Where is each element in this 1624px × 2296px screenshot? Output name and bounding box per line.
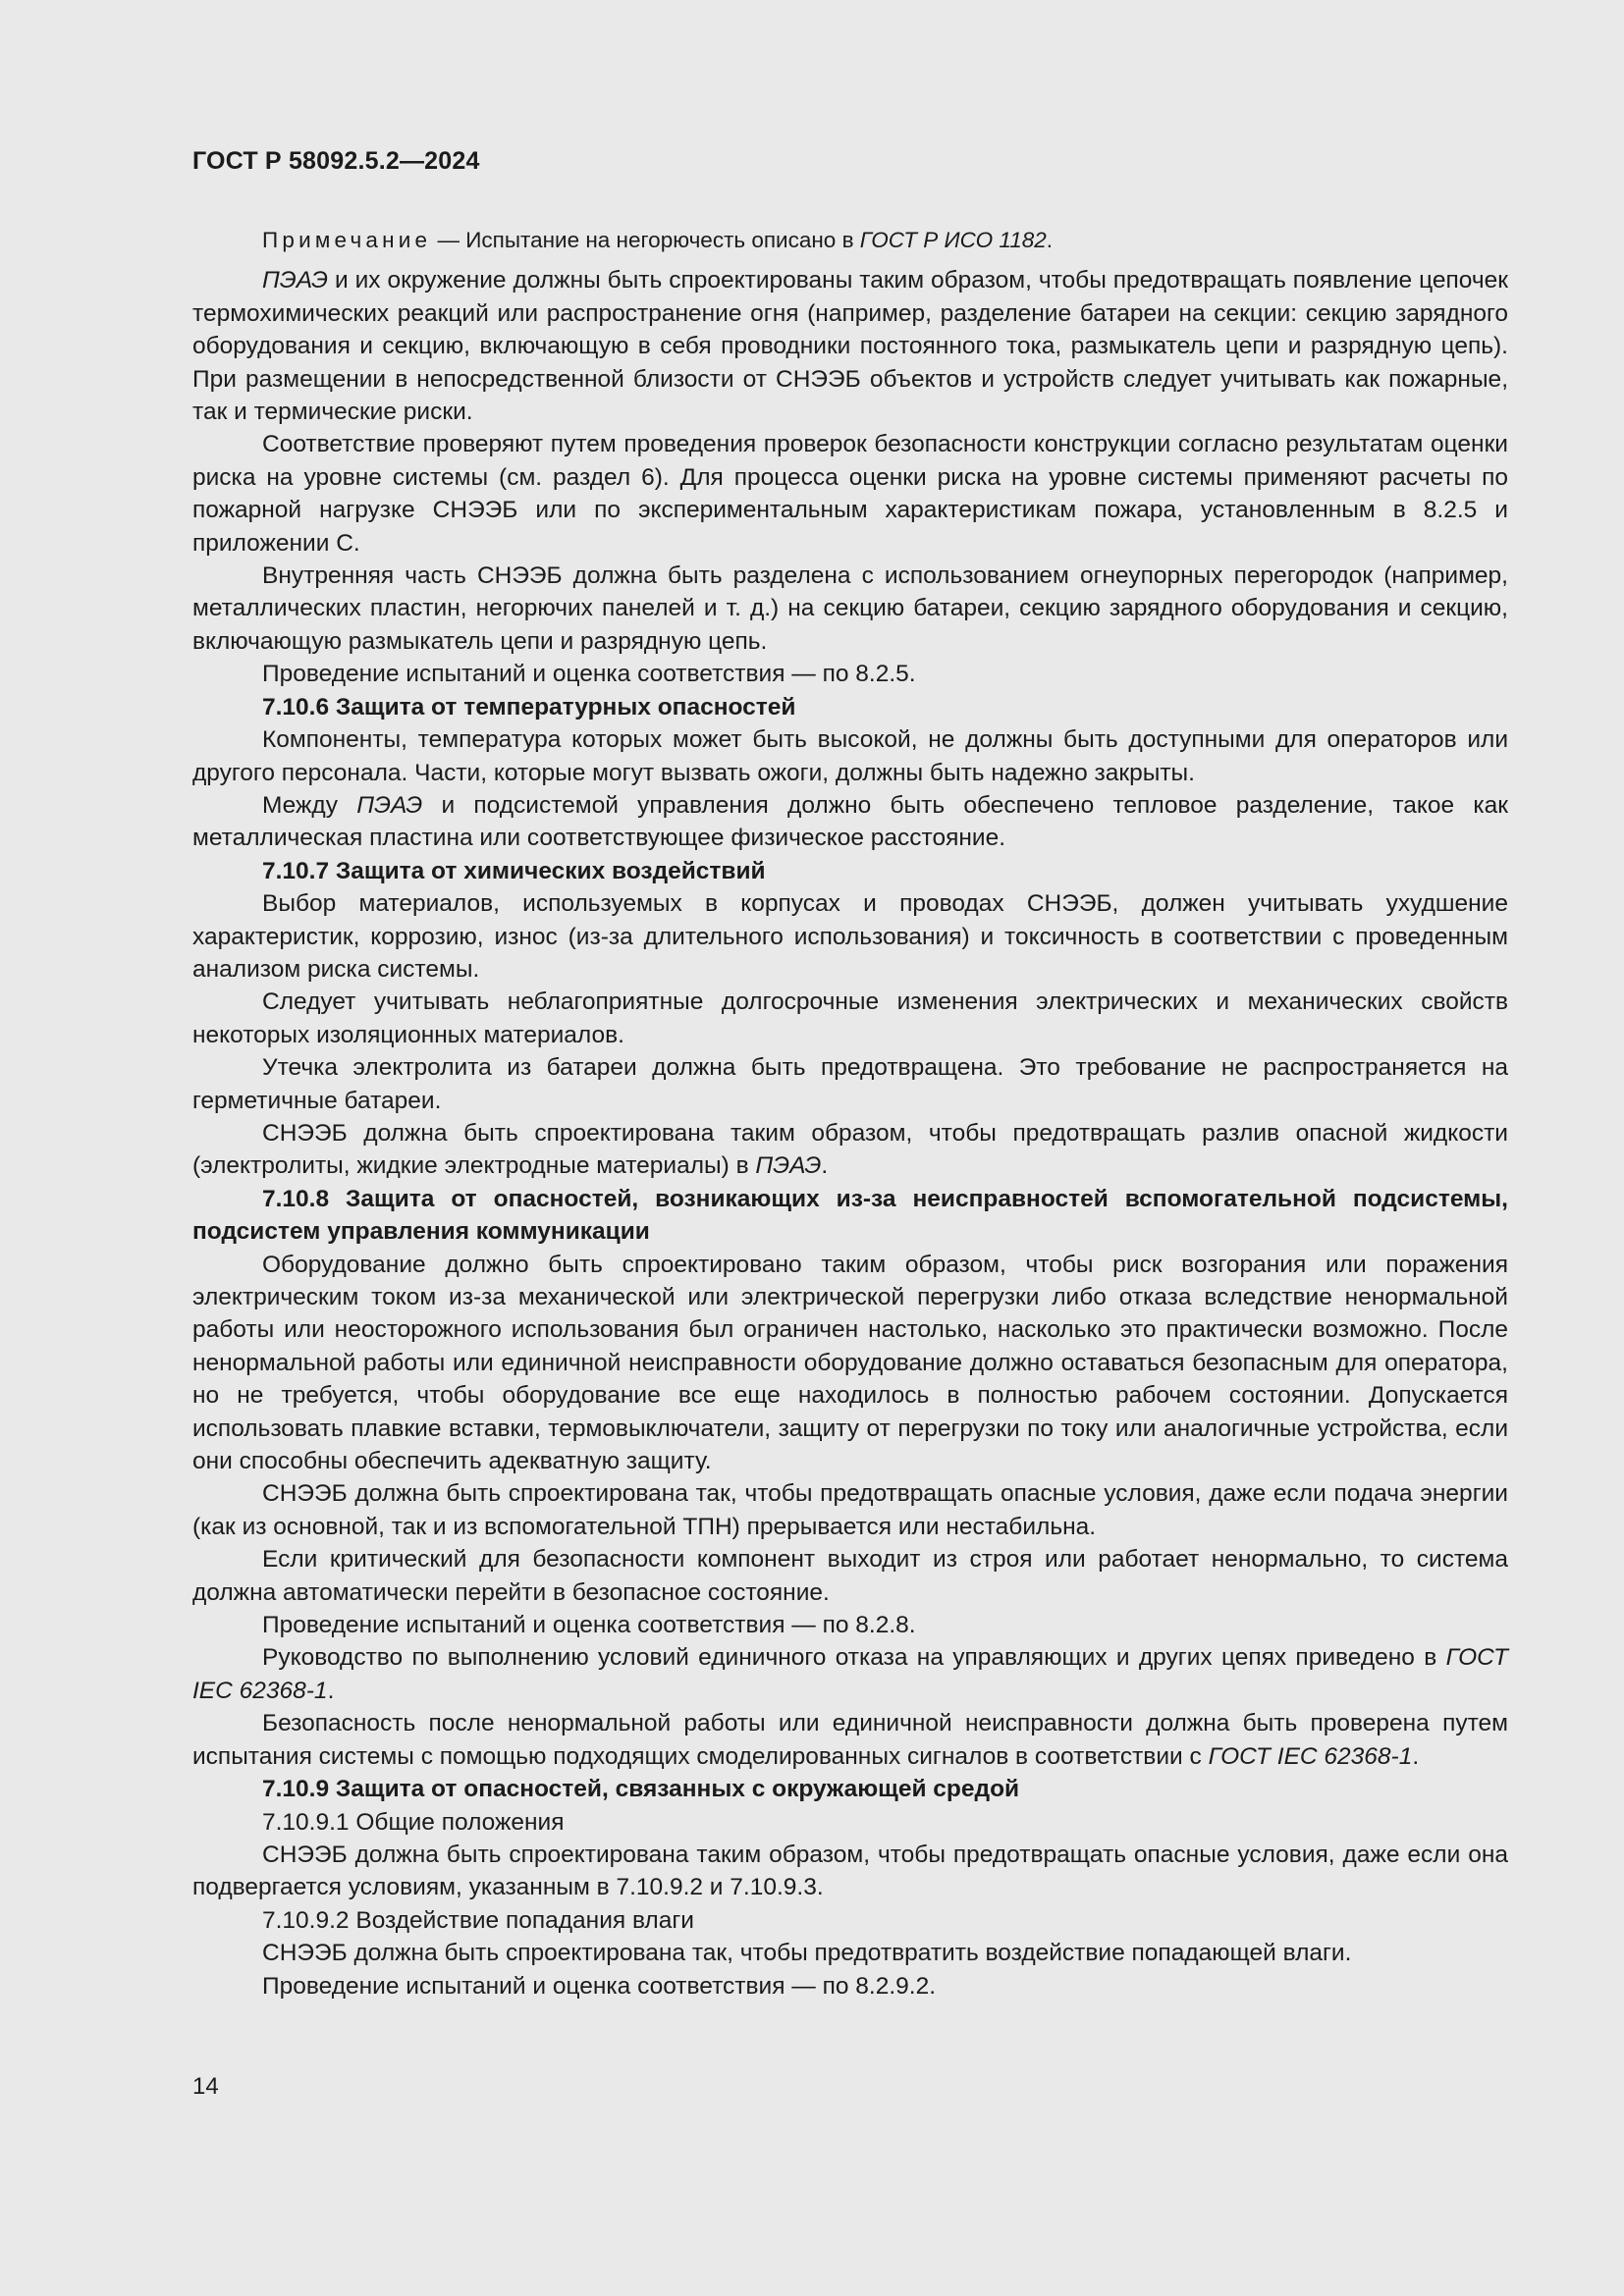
paragraph-test-8-2-8: Проведение испытаний и оценка соответствия — по 8.2.8. <box>262 1612 916 1639</box>
section-heading-7-10-7: 7.10.7 Защита от химических воздействий <box>262 857 766 884</box>
paragraph-thermal-separation <box>192 789 1508 855</box>
paragraph-hot-components: Компоненты, температура которых может быть высокой, не должны быть доступными для операторов или другого персонала. Части, которые могут вызвать ожоги, должны быть надежно закрыты. <box>192 726 1508 786</box>
paragraph-compliance-check: Соответствие проверяют путем проведения проверок безопасности конструкции согласно результатам оценки риска на уровне системы (см. раздел 6). Для процесса оценки риска на уровне системы применяют расчеты по пожарной нагрузке СНЭЭБ или по экспериментальным характеристикам пожара, установленным в 8.2.5 и приложении С. <box>192 431 1508 557</box>
note-label: Примечание <box>262 228 432 252</box>
document-body <box>192 224 1508 2002</box>
paragraph-text: СНЭЭБ должна быть спроектирована таким образом, чтобы предотвращать разлив опасной жидкости (электролиты, жидкие электродные материалы) в <box>192 1119 1508 1180</box>
standard-reference: ГОСТ IEC 62368-1 <box>192 1644 1508 1704</box>
section-heading-7-10-6: 7.10.6 Защита от температурных опасностей <box>262 693 796 721</box>
abbr-peae: ПЭАЭ <box>262 267 328 294</box>
paragraph-text: . <box>1412 1742 1420 1770</box>
paragraph-test-8-2-5: Проведение испытаний и оценка соответствия — по 8.2.5. <box>262 661 916 688</box>
paragraph-text: Безопасность после ненормальной работы или единичной неисправности должна быть проверена путем испытания системы с помощью подходящих смоделированных сигналов в соответствии с <box>192 1710 1508 1770</box>
paragraph-material-selection: Выбор материалов, используемых в корпусах и проводах СНЭЭБ, должен учитывать ухудшение характеристик, коррозию, износ (из-за длительного использования) и токсичность в соответствии с проведенным анализом риска системы. <box>192 890 1508 983</box>
paragraph-text: . <box>327 1677 335 1704</box>
paragraph-test-8-2-9-2: Проведение испытаний и оценка соответствия — по 8.2.9.2. <box>262 1972 937 2000</box>
paragraph-equipment-design: Оборудование должно быть спроектировано таким образом, чтобы риск возгорания или поражения электрическим током из-за механической или электрической перегрузки либо отказа вследствие ненормальной работы или неосторожного использования был ограничен настолько, насколько это практически возможно. После ненормальной работы или единичной неисправности оборудование должно оставаться безопасным для оператора, но не требуется, чтобы оборудование все еще находилось в полностью рабочем состоянии. Допускается использовать плавкие вставки, термовыключатели, защиту от перегрузки по току или аналогичные устройства, если они способны обеспечить адекватную защиту. <box>192 1251 1508 1475</box>
abbr-peae: ПЭАЭ <box>755 1152 822 1180</box>
paragraph-text: Между <box>262 791 357 819</box>
paragraph-hazardous-liquid <box>192 1117 1508 1183</box>
note-end: . <box>1046 228 1054 252</box>
paragraph-insulation-changes: Следует учитывать неблагоприятные долгосрочные изменения электрических и механических свойств некоторых изоляционных материалов. <box>192 988 1508 1048</box>
paragraph-power-interruption: СНЭЭБ должна быть спроектирована так, чтобы предотвращать опасные условия, даже если подача энергии (как из основной, так и из вспомогательной ТПН) прерывается или нестабильна. <box>192 1480 1508 1540</box>
standard-reference: ГОСТ IEC 62368-1 <box>1208 1742 1413 1770</box>
paragraph-moisture: СНЭЭБ должна быть спроектирована так, чтобы предотвратить воздействие попадающей влаги. <box>262 1940 1352 1967</box>
section-heading-7-10-9: 7.10.9 Защита от опасностей, связанных с окружающей средой <box>262 1776 1020 1803</box>
note-reference: ГОСТ Р ИСО 1182 <box>859 228 1047 252</box>
note-paragraph <box>192 224 1508 256</box>
paragraph-text: . <box>821 1152 829 1180</box>
document-code-header: ГОСТ Р 58092.5.2—2024 <box>192 147 480 175</box>
paragraph-text: и подсистемой управления должно быть обеспечено тепловое разделение, такое как металлическая пластина или соответствующее физическое расстояние. <box>192 791 1508 852</box>
note-text: — Испытание на негорючесть описано в <box>431 228 860 252</box>
paragraph-text: Руководство по выполнению условий единичного отказа на управляющих и других цепях приведено в <box>262 1644 1446 1672</box>
section-heading-7-10-8: 7.10.8 Защита от опасностей, возникающих из-за неисправностей вспомогательной подсистемы, подсистем управления коммуникации <box>192 1185 1508 1246</box>
paragraph-safe-state: Если критический для безопасности компонент выходит из строя или работает ненормально, то система должна автоматически перейти в безопасное состояние. <box>192 1546 1508 1606</box>
subsection-heading-7-10-9-2: 7.10.9.2 Воздействие попадания влаги <box>262 1906 694 1934</box>
paragraph-fault-verification <box>192 1707 1508 1773</box>
paragraph-text: и их окружение должны быть спроектированы таким образом, чтобы предотвращать появление цепочек термохимических реакций или распространение огня (например, разделение батареи на секции: секцию зарядного оборудования и секцию, включающую в себя проводники постоянного тока, размыкатель цепи и разрядную цепь). При размещении в непосредственной близости от СНЭЭБ объектов и устройств следует учитывать как пожарные, так и термические риски. <box>192 267 1508 426</box>
subsection-heading-7-10-9-1: 7.10.9.1 Общие положения <box>262 1808 565 1836</box>
paragraph-peae-environment <box>192 264 1508 428</box>
page-number: 14 <box>192 2073 219 2100</box>
paragraph-electrolyte-leak: Утечка электролита из батареи должна быть предотвращена. Это требование не распространяется на герметичные батареи. <box>192 1054 1508 1114</box>
paragraph-single-fault-guide <box>192 1641 1508 1707</box>
paragraph-internal-partition: Внутренняя часть СНЭЭБ должна быть разделена с использованием огнеупорных перегородок (например, металлических пластин, негорючих панелей и т. д.) на секцию батареи, секцию зарядного оборудования и секцию, включающую размыкатель цепи и разрядную цепь. <box>192 562 1508 655</box>
abbr-peae: ПЭАЭ <box>356 791 423 819</box>
paragraph-environment-conditions: СНЭЭБ должна быть спроектирована таким образом, чтобы предотвращать опасные условия, даже если она подвергается условиям, указанным в 7.10.9.2 и 7.10.9.3. <box>192 1841 1508 1901</box>
